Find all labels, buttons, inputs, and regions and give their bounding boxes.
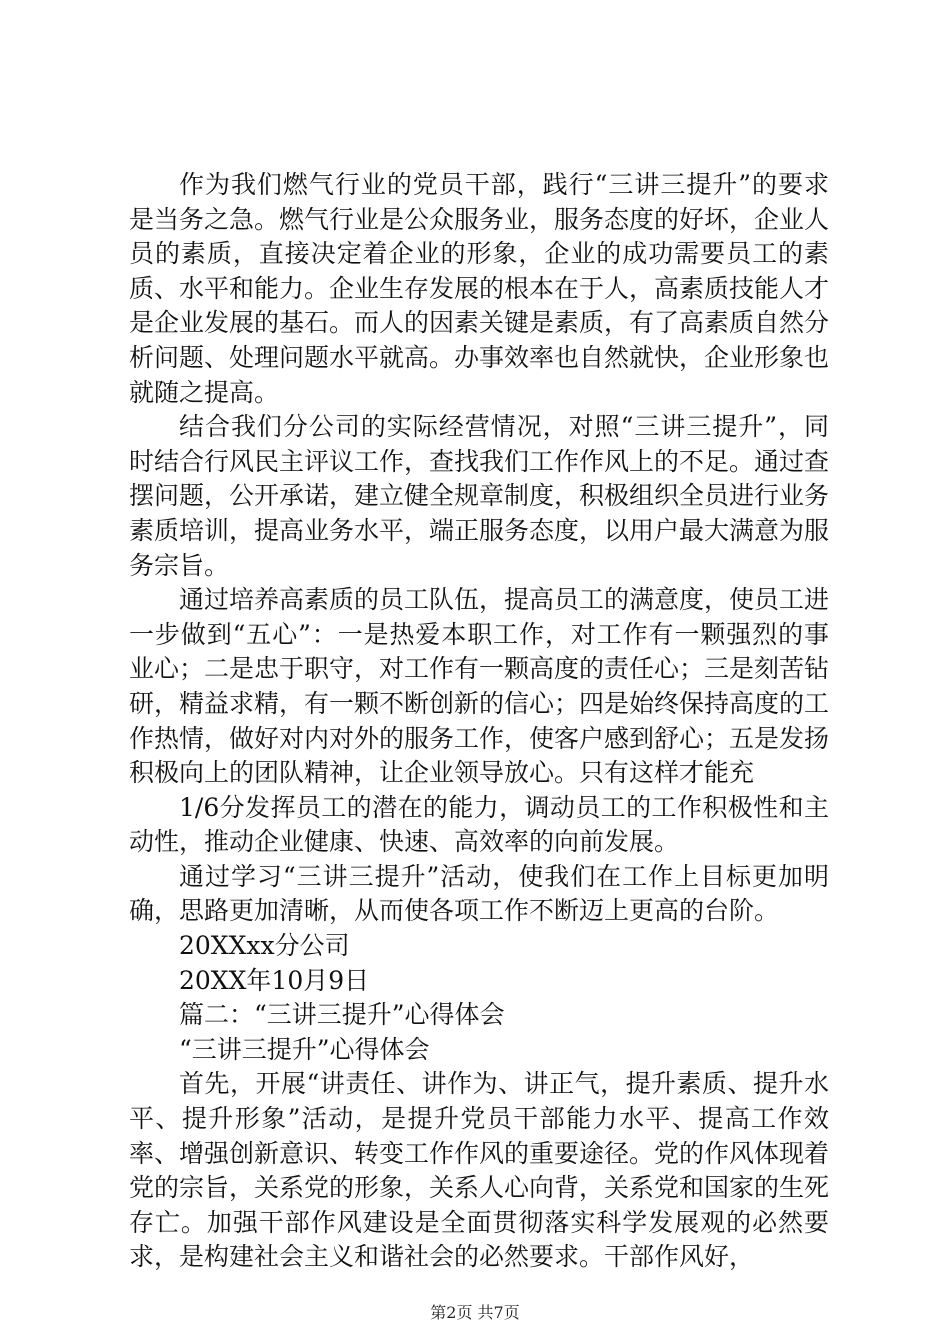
- paragraph-2: 结合我们分公司的实际经营情况，对照“三讲三提升”，同时结合行风民主评议工作，查找我们工作作风上的不足。通过查摆问题，公开承诺，建立健全规章制度，积极组织全员进行业务素质培训，提高业务水平，端正服务态度，以用户最大满意为服务宗旨。: [129, 412, 830, 580]
- signature-date: 20XX年10月9日: [179, 965, 370, 995]
- paragraph-3: 通过培养高素质的员工队伍，提高员工的满意度，使员工进一步做到“五心”：一是热爱本职工作，对工作有一颗强烈的事业心；二是忠于职守，对工作有一颗高度的责任心；三是刻苦钻研，精益求精，有一颗不断创新的信心；四是始终保持高度的工作热情，做好对内对外的服务工作，使客户感到舒心；五是发扬积极向上的团队精神，让企业领导放心。只有这样才能充: [129, 585, 830, 788]
- section-heading: 篇二：“三讲三提升”心得体会: [179, 1000, 505, 1030]
- paragraph-4: 1/6分发挥员工的潜在的能力，调动员工的工作积极性和主动性，推动企业健康、快速、高效率的向前发展。: [129, 792, 829, 857]
- signature-org: 20XXxx分公司: [179, 931, 350, 961]
- document-body: [129, 168, 829, 1275]
- page-footer: 第2页 共7页: [430, 1303, 520, 1322]
- paragraph-final: 首先，开展“讲责任、讲作为、讲正气，提升素质、提升水平、提升形象”活动，是提升党员干部能力水平、提高工作效率、增强创新意识、转变工作作风的重要途径。党的作风体现着党的宗旨，关系党的形象，关系人心向背，关系党和国家的生死存亡。加强干部作风建设是全面贯彻落实科学发展观的必然要求，是构建社会主义和谐社会的必然要求。干部作风好，: [129, 1069, 830, 1272]
- section-title: “三讲三提升”心得体会: [179, 1034, 430, 1064]
- paragraph-5: 通过学习“三讲三提升”活动，使我们在工作上目标更加明确，思路更加清晰，从而使各项工作不断迈上更高的台阶。: [129, 861, 829, 926]
- paragraph-1: 作为我们燃气行业的党员干部，践行“三讲三提升”的要求是当务之急。燃气行业是公众服务业，服务态度的好坏，企业人员的素质，直接决定着企业的形象，企业的成功需要员工的素质、水平和能力。企业生存发展的根本在于人，高素质技能人才是企业发展的基石。而人的因素关键是素质，有了高素质自然分析问题、处理问题水平就高。办事效率也自然就快，企业形象也就随之提高。: [129, 170, 830, 407]
